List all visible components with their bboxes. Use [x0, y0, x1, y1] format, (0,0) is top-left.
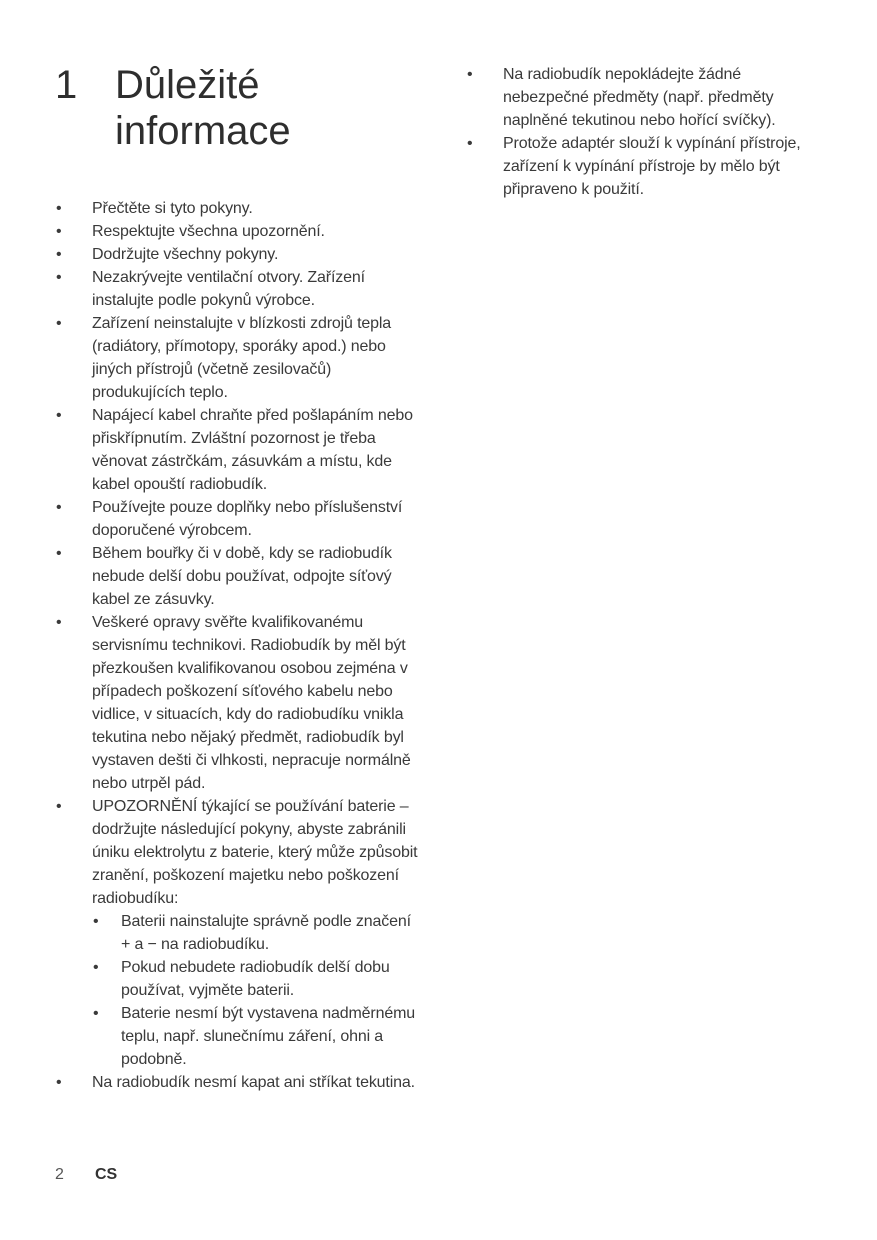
- list-item: • Na radiobudík nepokládejte žádné nebezpečné předměty (např. předměty naplněné tekutinou nebo hořící svíčky).: [466, 63, 826, 132]
- list-item: • Na radiobudík nesmí kapat ani stříkat tekutina.: [55, 1071, 420, 1094]
- list-item: • Přečtěte si tyto pokyny.: [55, 197, 420, 220]
- sub-list-item: • Pokud nebudete radiobudík delší dobu používat, vyjměte baterii.: [92, 956, 420, 1002]
- sub-list-item: • Baterii nainstalujte správně podle značení + a − na radiobudíku.: [92, 910, 420, 956]
- battery-warning-item: [55, 795, 420, 1071]
- battery-sub-list: [92, 910, 420, 1071]
- page-footer: [55, 1164, 117, 1186]
- list-item: • Používejte pouze doplňky nebo příslušenství doporučené výrobcem.: [55, 496, 420, 542]
- language-code: CS: [95, 1166, 118, 1183]
- safety-instructions-list-continued: [466, 63, 826, 201]
- list-item: • Respektujte všechna upozornění.: [55, 220, 420, 243]
- list-item: • Během bouřky či v době, kdy se radiobudík nebude delší dobu používat, odpojte síťový kabel ze zásuvky.: [55, 542, 420, 611]
- left-column: [55, 197, 420, 1094]
- sub-list-item: • Baterie nesmí být vystavena nadměrnému teplu, např. slunečnímu záření, ohni a podobně.: [92, 1002, 420, 1071]
- page-number: 2: [55, 1166, 64, 1183]
- section-title: Důležité informace: [115, 63, 291, 153]
- battery-warning-text: UPOZORNĚNÍ týkající se používání baterie – dodržujte následující pokyny, abyste zabránili úniku elektrolytu z baterie, který může způsobit zranění, poškození majetku nebo poškození radiobudíku:: [92, 798, 418, 907]
- list-item: • Napájecí kabel chraňte před pošlapáním nebo přiskřípnutím. Zvláštní pozornost je třeba věnovat zástrčkám, zásuvkám a místu, kde kabel opouští radiobudík.: [55, 404, 420, 496]
- list-item: • Veškeré opravy svěřte kvalifikovanému servisnímu technikovi. Radiobudík by měl být přezkoušen kvalifikovanou osobou zejména v případech poškození síťového kabelu nebo vidlice, v situacích, kdy do radiobudíku vnikla tekutina nebo nějaký předmět, radiobudík byl vystaven dešti či vlhkosti, nepracuje normálně nebo utrpěl pád.: [55, 611, 420, 795]
- list-item: • Dodržujte všechny pokyny.: [55, 243, 420, 266]
- list-item: • Nezakrývejte ventilační otvory. Zařízení instalujte podle pokynů výrobce.: [55, 266, 420, 312]
- list-item: • Protože adaptér slouží k vypínání přístroje, zařízení k vypínání přístroje by mělo být připraveno k použití.: [466, 132, 826, 201]
- safety-instructions-list: [55, 197, 420, 1094]
- list-item: • Zařízení neinstalujte v blízkosti zdrojů tepla (radiátory, přímotopy, sporáky apod.) nebo jiných přístrojů (včetně zesilovačů) produkujících teplo.: [55, 312, 420, 404]
- right-column: [466, 63, 826, 201]
- section-number: 1: [55, 63, 78, 107]
